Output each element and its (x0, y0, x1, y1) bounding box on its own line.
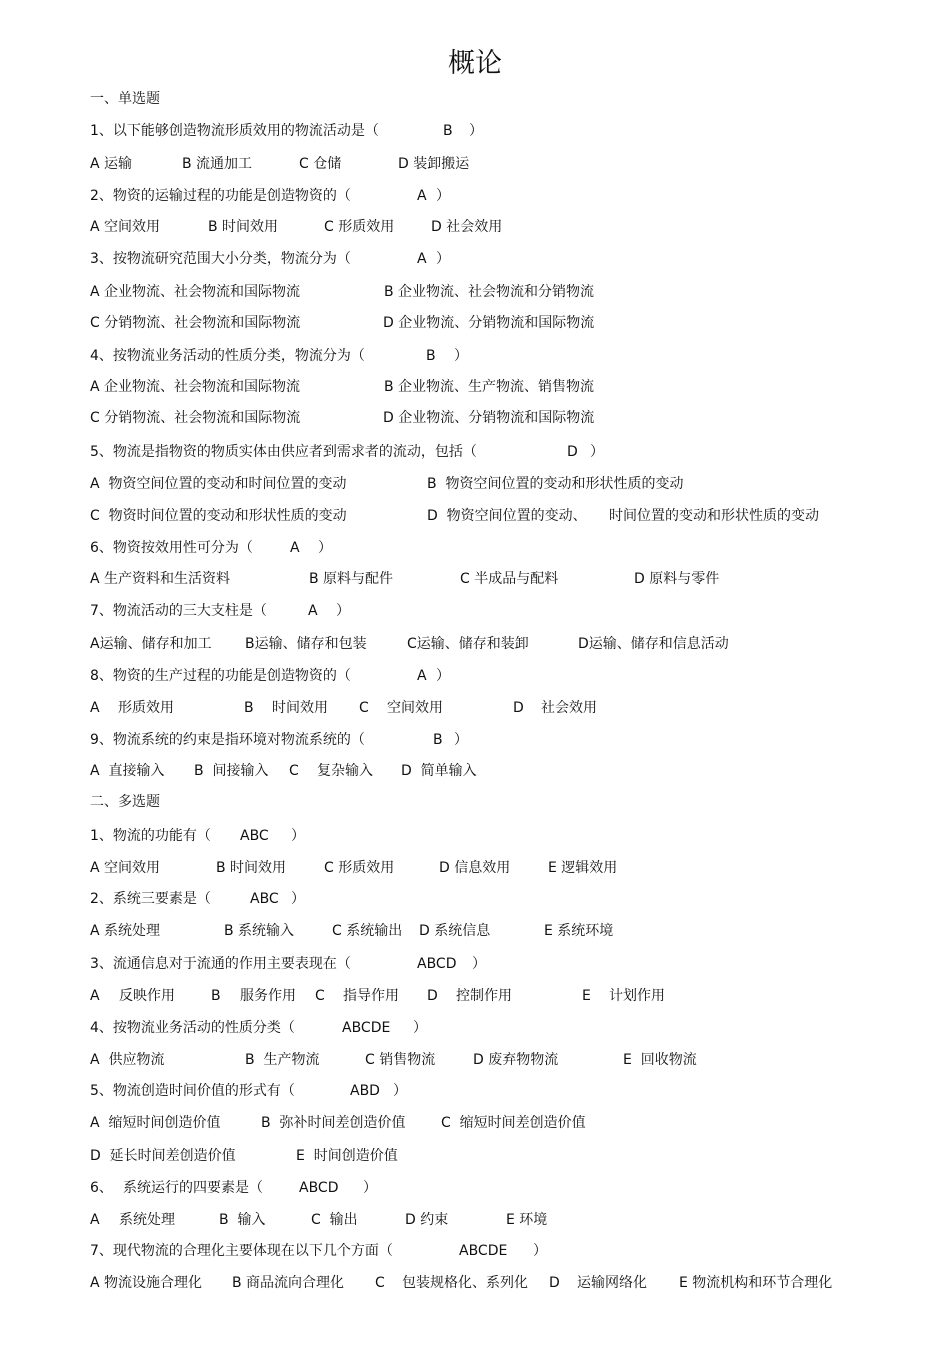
text-line (0, 83, 950, 115)
text-segment: C运输、储存和装卸 (407, 636, 529, 652)
text-segment: C 系统输出 (332, 923, 403, 939)
text-segment: B (433, 732, 443, 748)
text-segment: ABD (350, 1083, 380, 1099)
text-segment: ） (363, 1180, 377, 1196)
text-segment: ABCDE (459, 1243, 508, 1259)
text-segment: D 物资空间位置的变动、 (427, 508, 587, 524)
text-line (0, 980, 950, 1012)
text-segment: 9、物流系统的约束是指环境对物流系统的（ (90, 732, 365, 748)
text-segment: B 流通加工 (182, 156, 253, 172)
text-segment: ） (318, 540, 332, 556)
text-segment: B (443, 123, 453, 139)
text-line (0, 692, 950, 724)
text-segment: ） (454, 348, 468, 364)
text-line (0, 915, 950, 947)
text-segment: ABCD (417, 956, 457, 972)
text-segment: D 信息效用 (439, 860, 511, 876)
text-segment: E 环境 (506, 1212, 548, 1228)
text-segment: ABCDE (342, 1020, 391, 1036)
text-line (0, 115, 950, 147)
text-segment: C (359, 700, 369, 716)
text-segment: B 原料与配件 (309, 571, 394, 587)
text-segment: 指导作用 (343, 988, 399, 1004)
text-line (0, 211, 950, 243)
text-segment: D 约束 (405, 1212, 449, 1228)
text-segment: D 社会效用 (431, 219, 503, 235)
text-segment: 7、现代物流的合理化主要体现在以下几个方面（ (90, 1243, 393, 1259)
text-line (0, 1044, 950, 1076)
text-segment: 二、多选题 (90, 794, 160, 810)
text-segment: ） (472, 956, 486, 972)
text-segment: A 供应物流 (90, 1052, 165, 1068)
text-line (0, 1075, 950, 1107)
text-segment: E 逻辑效用 (548, 860, 618, 876)
text-segment: 6、 (90, 1180, 113, 1196)
text-segment: ） (291, 828, 305, 844)
text-segment: E 系统环境 (544, 923, 614, 939)
text-segment: A 运输 (90, 156, 133, 172)
text-segment: C 分销物流、社会物流和国际物流 (90, 315, 301, 331)
text-segment: 包装规格化、系列化 (402, 1275, 528, 1291)
text-line (0, 340, 950, 372)
text-segment: D 简单输入 (401, 763, 477, 779)
text-line (0, 532, 950, 564)
text-segment: 8、物资的生产过程的功能是创造物资的（ (90, 668, 351, 684)
text-segment: C (315, 988, 325, 1004)
text-segment: 时间位置的变动和形状性质的变动 (609, 508, 819, 524)
text-segment: 反映作用 (119, 988, 175, 1004)
text-segment: A (308, 603, 318, 619)
text-line (0, 724, 950, 756)
text-segment: E 物流机构和环节合理化 (679, 1275, 833, 1291)
text-segment: A 物资空间位置的变动和时间位置的变动 (90, 476, 347, 492)
text-line (0, 628, 950, 660)
text-segment: ABC (250, 891, 279, 907)
text-segment: A (417, 188, 427, 204)
text-line (0, 468, 950, 500)
text-line (0, 276, 950, 308)
text-segment: D (567, 444, 578, 460)
text-segment: A (90, 700, 100, 716)
text-segment: 5、物流是指物资的物质实体由供应者到需求者的流动，包括（ (90, 444, 477, 460)
text-segment: B运输、储存和包装 (245, 636, 367, 652)
text-line (0, 1204, 950, 1236)
text-segment: ） (291, 891, 305, 907)
text-segment: A 缩短时间创造价值 (90, 1115, 221, 1131)
text-segment: 6、物资按效用性可分为（ (90, 540, 253, 556)
text-segment: A (90, 988, 100, 1004)
text-segment: A 直接输入 (90, 763, 165, 779)
text-segment: ABC (240, 828, 269, 844)
text-segment: 形质效用 (118, 700, 174, 716)
text-segment: ） (436, 251, 450, 267)
text-line (0, 148, 950, 180)
text-segment: 时间效用 (272, 700, 328, 716)
text-segment: E (582, 988, 591, 1004)
text-segment: C 销售物流 (365, 1052, 436, 1068)
text-segment: B 生产物流 (245, 1052, 320, 1068)
text-segment: D 企业物流、分销物流和国际物流 (383, 315, 595, 331)
text-line (0, 500, 950, 532)
text-segment: 系统运行的四要素是（ (123, 1180, 263, 1196)
text-line (0, 563, 950, 595)
text-segment: C 半成品与配料 (460, 571, 559, 587)
text-segment: E 回收物流 (623, 1052, 697, 1068)
page-title: 概论 (448, 48, 502, 79)
text-line (0, 1107, 950, 1139)
text-segment: D运输、储存和信息活动 (578, 636, 729, 652)
text-segment: D 废弃物物流 (473, 1052, 559, 1068)
text-segment: 社会效用 (541, 700, 597, 716)
text-segment: 4、按物流业务活动的性质分类，物流分为（ (90, 348, 365, 364)
text-segment: D 系统信息 (419, 923, 491, 939)
text-segment: C 形质效用 (324, 860, 395, 876)
text-segment: 系统处理 (119, 1212, 175, 1228)
text-line (0, 820, 950, 852)
text-segment: D 企业物流、分销物流和国际物流 (383, 410, 595, 426)
text-segment: 2、系统三要素是（ (90, 891, 211, 907)
text-segment: A (290, 540, 300, 556)
text-segment: ABCD (299, 1180, 339, 1196)
text-line (0, 660, 950, 692)
text-segment: A (417, 251, 427, 267)
text-segment: 复杂输入 (317, 763, 373, 779)
text-line (0, 883, 950, 915)
text-segment: 7、物流活动的三大支柱是（ (90, 603, 267, 619)
text-line (0, 1012, 950, 1044)
text-segment: C 仓储 (299, 156, 342, 172)
text-segment: 1、物流的功能有（ (90, 828, 211, 844)
text-segment: D 装卸搬运 (398, 156, 470, 172)
text-line (0, 1172, 950, 1204)
text-segment: A (90, 1212, 100, 1228)
text-segment: ） (436, 668, 450, 684)
text-segment: C 输出 (311, 1212, 358, 1228)
text-segment: 运输网络化 (577, 1275, 647, 1291)
text-segment: 一、单选题 (90, 91, 160, 107)
text-segment: 5、物流创造时间价值的形式有（ (90, 1083, 295, 1099)
text-line (0, 786, 950, 818)
text-segment: 控制作用 (456, 988, 512, 1004)
text-segment: B 企业物流、生产物流、销售物流 (384, 379, 595, 395)
text-segment: C (375, 1275, 385, 1291)
text-segment: ） (454, 732, 468, 748)
text-segment: D 原料与零件 (634, 571, 720, 587)
text-segment: E 时间创造价值 (296, 1148, 398, 1164)
text-line (0, 1140, 950, 1172)
text-segment: D (427, 988, 438, 1004)
text-line (0, 307, 950, 339)
text-segment: C (289, 763, 299, 779)
text-segment: B 企业物流、社会物流和分销物流 (384, 284, 595, 300)
text-segment: B 弥补时间差创造价值 (261, 1115, 406, 1131)
text-segment: A (417, 668, 427, 684)
text-segment: 2、物资的运输过程的功能是创造物资的（ (90, 188, 351, 204)
text-segment: A 生产资料和生活资料 (90, 571, 231, 587)
text-line (0, 948, 950, 980)
text-segment: A运输、储存和加工 (90, 636, 212, 652)
text-segment: D 延长时间差创造价值 (90, 1148, 236, 1164)
text-segment: 3、按物流研究范围大小分类，物流分为（ (90, 251, 351, 267)
text-segment: A 空间效用 (90, 860, 161, 876)
text-line (0, 1235, 950, 1267)
text-segment: A 系统处理 (90, 923, 161, 939)
text-segment: B 商品流向合理化 (232, 1275, 345, 1291)
text-segment: ） (469, 123, 483, 139)
text-segment: ） (393, 1083, 407, 1099)
text-segment: 服务作用 (240, 988, 296, 1004)
text-segment: B 系统输入 (224, 923, 295, 939)
text-segment: B 输入 (219, 1212, 266, 1228)
text-segment: C 物资时间位置的变动和形状性质的变动 (90, 508, 347, 524)
text-segment: A 空间效用 (90, 219, 161, 235)
text-segment: B (211, 988, 221, 1004)
text-segment: 1、以下能够创造物流形质效用的物流活动是（ (90, 123, 379, 139)
text-segment: B 间接输入 (194, 763, 269, 779)
text-segment: ） (413, 1020, 427, 1036)
text-segment: C 分销物流、社会物流和国际物流 (90, 410, 301, 426)
text-line (0, 1267, 950, 1299)
text-segment: B 时间效用 (208, 219, 279, 235)
text-line (0, 595, 950, 627)
text-segment: B 时间效用 (216, 860, 287, 876)
text-line (0, 371, 950, 403)
text-segment: ） (590, 444, 604, 460)
text-segment: ） (336, 603, 350, 619)
text-segment: 计划作用 (609, 988, 665, 1004)
text-segment: B 物资空间位置的变动和形状性质的变动 (427, 476, 684, 492)
text-line (0, 436, 950, 468)
text-line (0, 243, 950, 275)
text-segment: ） (436, 188, 450, 204)
text-segment: 4、按物流业务活动的性质分类（ (90, 1020, 295, 1036)
text-line (0, 180, 950, 212)
text-segment: C 形质效用 (324, 219, 395, 235)
text-segment: 3、流通信息对于流通的作用主要表现在（ (90, 956, 351, 972)
text-segment: A 企业物流、社会物流和国际物流 (90, 284, 301, 300)
text-line (0, 402, 950, 434)
text-line (0, 755, 950, 787)
text-line (0, 852, 950, 884)
text-segment: B (244, 700, 254, 716)
text-segment: A 物流设施合理化 (90, 1275, 203, 1291)
text-segment: D (513, 700, 524, 716)
text-segment: A 企业物流、社会物流和国际物流 (90, 379, 301, 395)
text-segment: C 缩短时间差创造价值 (441, 1115, 586, 1131)
text-segment: B (426, 348, 436, 364)
text-segment: D (549, 1275, 560, 1291)
text-segment: 空间效用 (387, 700, 443, 716)
text-segment: ） (533, 1243, 547, 1259)
